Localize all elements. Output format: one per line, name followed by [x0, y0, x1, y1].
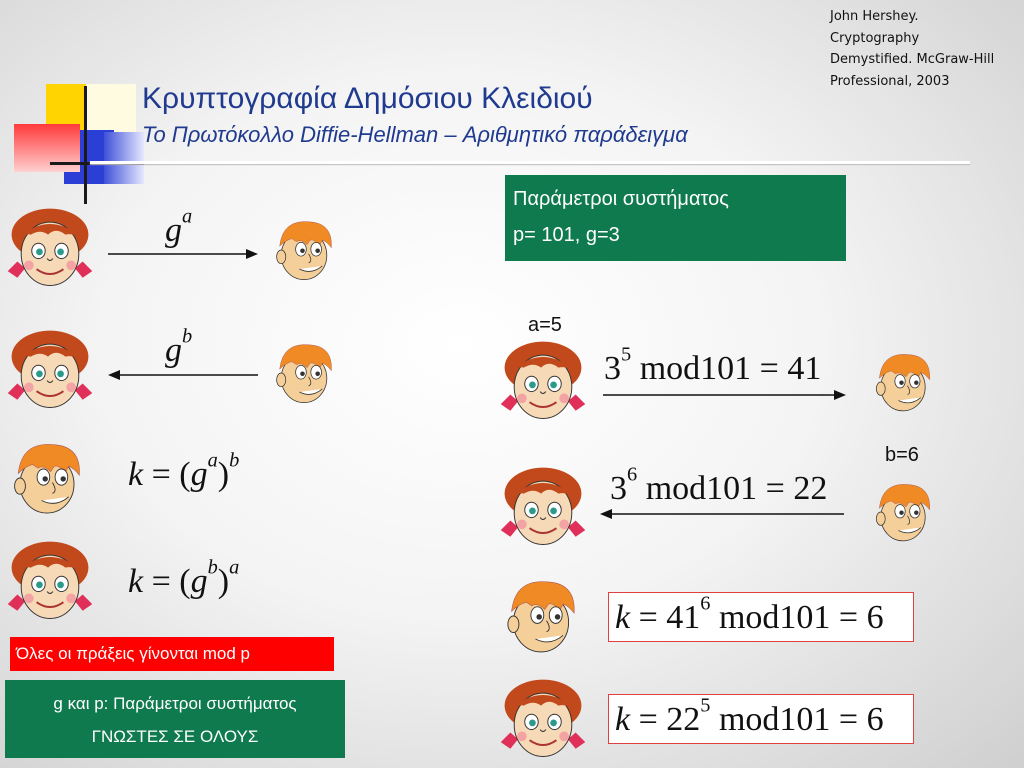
key-box-bob: $k = 41^6$ mod101 = 6 [608, 592, 914, 642]
girl-face-icon [2, 538, 98, 626]
slide-title: Κρυπτογραφία Δημόσιου Κλειδιού [142, 82, 593, 115]
title-divider [90, 161, 970, 164]
boy-face-icon [266, 328, 342, 418]
note-line: ΓΝΩΣΤΕΣ ΣΕ ΟΛΟΥΣ [91, 727, 259, 746]
boy-face-icon [866, 338, 940, 426]
arrow-right-icon [603, 387, 846, 403]
arrow-right-icon [108, 246, 258, 262]
boy-face-icon [866, 468, 940, 556]
equation-bob-send: $3^6$ mod101 = 22 [610, 463, 828, 507]
citation-line: Professional, 2003 [830, 73, 950, 89]
g-base: g [165, 332, 182, 369]
system-parameters-box [505, 175, 846, 261]
note-mod-p: Όλες οι πράξεις γίνονται mod p [10, 637, 334, 671]
g-base: g [165, 212, 182, 249]
arrow-left-icon [108, 367, 258, 383]
params-line: p= 101, g=3 [513, 224, 620, 246]
equation-alice-send: $3^5$ mod101 = 41 [604, 343, 822, 387]
g-power-a [165, 205, 193, 250]
boy-face-icon [2, 434, 92, 522]
exponent-a: a [182, 205, 193, 228]
girl-face-icon [2, 205, 98, 293]
key-box-alice: $k = 22^5$ mod101 = 6 [608, 694, 914, 744]
k-equation-2: $k = (g^b)^a$ [128, 556, 240, 600]
b-value-label: b=6 [885, 444, 919, 466]
girl-face-icon [495, 464, 591, 552]
note-line: g και p: Παράμετροι συστήματος [53, 694, 297, 713]
slide-subtitle: Το Πρωτόκολλο Diffie-Hellman – Αριθμητικό παράδειγμα [142, 122, 688, 147]
note-public-params [5, 680, 345, 758]
citation-line: John Hershey. [830, 9, 919, 24]
citation [830, 6, 994, 92]
arrow-left-icon [600, 506, 844, 522]
citation-line: Cryptography [830, 30, 920, 46]
girl-face-icon [2, 327, 98, 415]
girl-face-icon [495, 676, 591, 764]
boy-face-icon [266, 205, 342, 295]
boy-face-icon [495, 572, 587, 660]
decorative-squares [10, 80, 150, 200]
girl-face-icon [495, 338, 591, 426]
params-line: Παράμετροι συστήματος [513, 188, 729, 210]
citation-line: Demystified. McGraw-Hill [830, 52, 995, 67]
a-value-label: a=5 [528, 314, 562, 336]
exponent-b: b [182, 325, 193, 348]
k-equation-1: $k = (g^a)^b$ [128, 449, 240, 493]
g-power-b [165, 325, 193, 370]
